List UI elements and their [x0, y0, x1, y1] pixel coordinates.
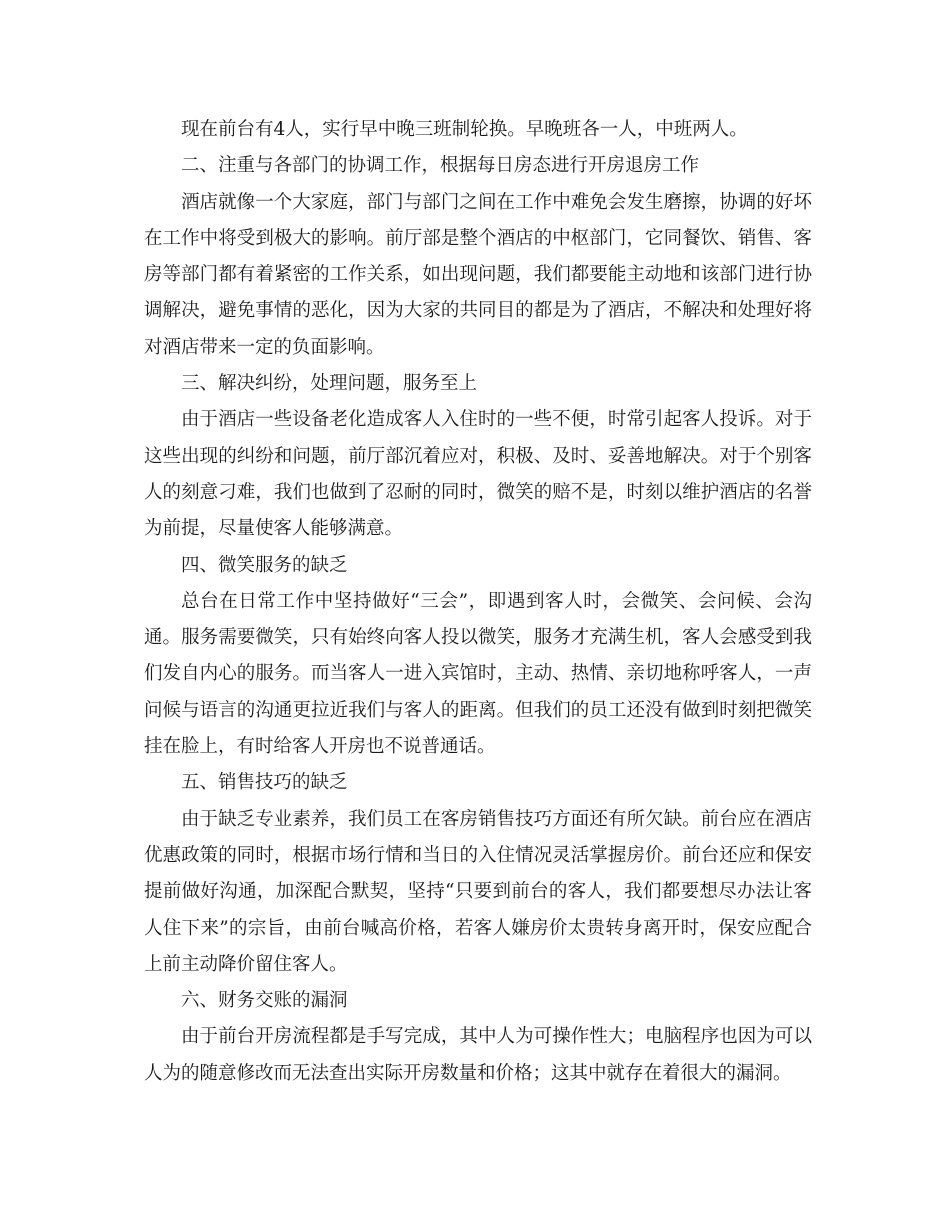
section-heading-coordination: 二、注重与各部门的协调工作，根据每日房态进行开房退房工作: [181, 155, 700, 177]
section-heading-sales-skills: 五、销售技巧的缺乏: [181, 772, 348, 794]
paragraph-coordination: 酒店就像一个大家庭，部门与部门之间在工作中难免会发生磨擦，协调的好坏在工作中将受到极大的影响。前厅部是整个酒店的中枢部门，它同餐饮、销售、客房等部门都有着紧密的工作关系，如出现问题，我们都要能主动地和该部门进行协调解决，避免事情的恶化，因为大家的共同目的都是为了酒店，不解决和处理好将对酒店带来一定的负面影响。: [144, 191, 812, 358]
paragraph-sales-skills: 由于缺乏专业素养，我们员工在客房销售技巧方面还有所欠缺。前台应在酒店优惠政策的同时，根据市场行情和当日的入住情况灵活掌握房价。前台还应和保安提前做好沟通，加深配合默契，坚持“只要到前台的客人，我们都要想尽办法让客人住下来”的宗旨，由前台喊高价格，若客人嫌房价太贵转身离开时，保安应配合上前主动降价留住客人。: [144, 808, 812, 975]
paragraph-smile-service: 总台在日常工作中坚持做好“三会”，即遇到客人时，会微笑、会问候、会沟通。服务需要微笑，只有始终向客人投以微笑，服务才充满生机，客人会感受到我们发自内心的服务。而当客人一进入宾馆时，主动、热情、亲切地称呼客人，一声问候与语言的沟通更拉近我们与客人的距离。但我们的员工还没有做到时刻把微笑挂在脸上，有时给客人开房也不说普通话。: [144, 590, 812, 758]
section-heading-disputes: 三、解决纠纷，处理问题，服务至上: [181, 373, 478, 395]
paragraph-finance: 由于前台开房流程都是手写完成，其中人为可操作性大；电脑程序也因为可以人为的随意修改而无法查出实际开房数量和价格；这其中就存在着很大的漏洞。: [144, 1026, 812, 1084]
document-body: [144, 112, 812, 1092]
section-heading-finance: 六、财务交账的漏洞: [181, 990, 348, 1012]
section-heading-smile-service: 四、微笑服务的缺乏: [181, 554, 348, 576]
paragraph-staffing: 现在前台有4人，实行早中晚三班制轮换。早晚班各一人，中班两人。: [181, 119, 748, 140]
paragraph-disputes: 由于酒店一些设备老化造成客人入住时的一些不便，时常引起客人投诉。对于这些出现的纠纷和问题，前厅部沉着应对，积极、及时、妥善地解决。对于个别客人的刻意刁难，我们也做到了忍耐的同时，微笑的赔不是，时刻以维护酒店的名誉为前提，尽量使客人能够满意。: [144, 409, 812, 540]
